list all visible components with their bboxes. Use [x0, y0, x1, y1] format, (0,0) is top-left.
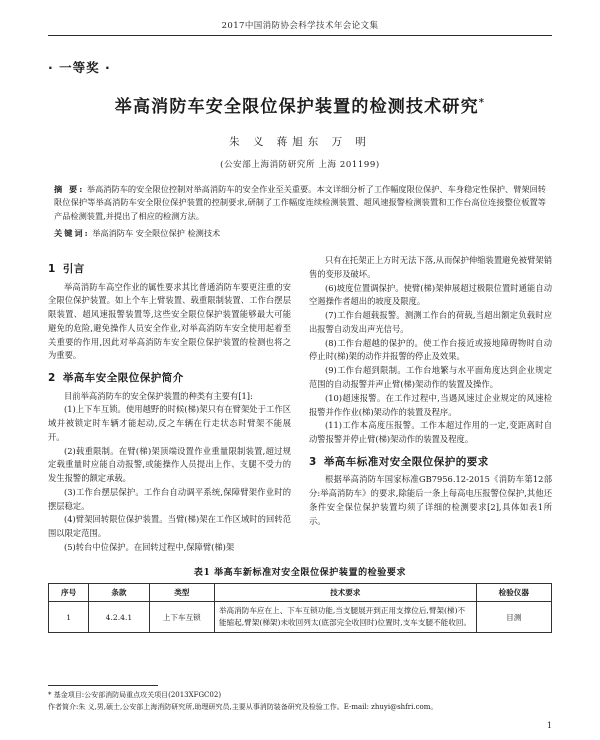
section-number-1: 1	[48, 263, 56, 276]
abstract-label: 摘 要:	[54, 184, 85, 194]
paragraph: (1)上下车互锁。使用越野的时候(梯)架只有在臂架处于工作区域并被锁定时车辆才能起动,反之车辆在行走状态时臂架不能展开。	[48, 404, 291, 442]
table-row	[49, 602, 552, 633]
column-header-requirement: 技术要求	[214, 583, 476, 601]
column-header-clause: 条款	[89, 583, 149, 601]
section-heading-3	[309, 454, 552, 471]
paragraph: 根据举高消防车国家标准GB7956.12-2015《消防车第12部分:举高消防车》的要求,除能后一条上每高电压报警位保护,其他还条件安全保位保护装置均须了详细的检测要求[2],具体如表1所示。	[309, 474, 552, 526]
paragraph: (8)工作台超越的保护的。使工作台接近或接地障碍物时自动停止时(梯)架的动作并报警的停止及效果。	[309, 337, 552, 362]
column-right	[309, 254, 552, 555]
table-body	[49, 602, 552, 633]
page-title	[48, 92, 552, 117]
section-title-2: 举高车安全限位保护简介	[62, 372, 184, 385]
footnote-funding: * 基金项目:公安部消防局重点攻关项目(2013XFGC02)	[48, 691, 222, 700]
table-caption: 表1 举高车新标准对安全限位保护装置的检验要求	[193, 567, 407, 578]
body-columns	[48, 254, 552, 555]
paragraph: 举高消防车高空作业的属性要求其比普通消防车要更注重的安全限位保护装置。如上个车上臂装置、载重限制装置、工作台摆层限装置、超风速报警装置等,这些安全限位保护装置能够最大可能避免的危险,避免操作人员安全作业,对举高消防车安全使用起着至关重要的作用,因此对举高消防车安全限位保护装置的检测也将之为重要。	[48, 281, 291, 361]
cell-no: 1	[49, 602, 89, 633]
section-title-1: 引言	[62, 263, 85, 276]
affiliation: (公安部上海消防研究所 上海 201199)	[220, 160, 380, 170]
column-header-no: 序号	[49, 583, 89, 601]
title-text: 举高消防车安全限位保护装置的检测技术研究	[114, 97, 479, 117]
section-heading-1	[48, 261, 291, 278]
running-head-rule	[48, 35, 552, 36]
cell-requirement: 举高消防车应在上、下车互锁功能,当支腿展开到正用支撑位后,臂架(梯)不能缩起,臂架(梯架)未收回列太(底部完全收回时)位置时,支车支腿不能收回。	[214, 602, 476, 633]
paragraph: 只有在托架正上方时无法下落,从而保护伸缩装置避免被臂架销售的变形及破坏。	[309, 255, 552, 279]
paragraph: (11)工作本高度压报警。工作本超过作用的一定,变距离时自动警报警并停止臂(梯)架动作的装置及程度。	[309, 420, 552, 445]
abstract	[54, 183, 546, 240]
keywords	[54, 227, 546, 240]
running-head: 2017中国消防协会科学技术年会论文集	[221, 21, 379, 31]
paragraph: (4)臂架回转限位保护装置。当臂(梯)架在工作区域时的回转范围以限定范围。	[48, 514, 291, 539]
paragraph: (5)转台中位保护。在回转过程中,保障臂(梯)架	[64, 541, 235, 552]
paragraph: 目前举高消防车的安全保护装置的种类有主要有[1]:	[64, 390, 253, 401]
keywords-text: 举高消防车 安全限位保护 检测技术	[92, 227, 221, 238]
award-label: · 一等奖 ·	[48, 60, 111, 75]
cell-clause: 4.2.4.1	[89, 602, 149, 633]
author-list: 朱 义 蒋旭东 万 明	[229, 136, 371, 148]
paragraph: (7)工作台超载报警。测测工作台的荷载,当超出额定负载时应出报警自动发出声光信号。	[309, 310, 552, 334]
section-title-3: 举高车标准对安全限位保护的要求	[323, 455, 489, 468]
footnotes	[48, 685, 552, 714]
footnote-rule	[48, 685, 158, 686]
keywords-label: 关键词:	[54, 227, 90, 238]
abstract-body	[54, 183, 546, 223]
table-header-row	[49, 583, 552, 601]
paragraph: (10)超速报警。在工作过程中,当遇风速过企业规定的风速检报警并作作业(梯)架动作的装置及程序。	[309, 392, 552, 417]
page-number: 1	[546, 721, 552, 730]
cell-instrument: 目测	[476, 602, 551, 633]
section-number-3: 3	[309, 455, 317, 468]
footnote-author-bio: 作者简介:朱 义,男,硕士,公安部上海消防研究所,助理研究员,主要从事消防装备研究及检验工作。E-mail: zhuyi@shfri.com。	[48, 703, 438, 712]
paragraph: (2)载重限制。在臂(梯)架顶端设置作业重量限制装置,超过规定载重量时应能自动报警,或能操作人员提出上作、支腿不受力的发生报警的额定承载。	[48, 445, 291, 484]
section-number-2: 2	[48, 372, 56, 385]
section-heading-2	[48, 370, 291, 387]
table-header	[49, 583, 552, 601]
cell-type: 上下车互锁	[149, 602, 214, 633]
column-header-instrument: 检验仪器	[476, 583, 551, 601]
column-header-type: 类型	[149, 583, 214, 601]
paragraph: (9)工作台超到限制。工作台地繁与水平面角度达到企业规定范围的自动报警并声止臂(梯)架动作的装置及操作。	[309, 365, 552, 390]
column-left	[48, 254, 291, 555]
requirements-table	[48, 583, 552, 634]
paragraph: (6)坡度位置调保护。使臂(梯)架伸展超过极限位置时通能自动空遏操作者超出的坡度及限度。	[309, 282, 552, 307]
title-footnote-mark: *	[478, 97, 486, 109]
abstract-text: 举高消防车的安全限位控制对举高消防车的安全作业至关重要。本文详细分析了工作幅度限位保护、车身稳定性保护、臂架回转限位保护等举高消防车安全限位保护装置的控制要求,研制了工作幅度连续检测装置、超风速报警检测装置和工作台高位连接整位板置等产品检测装置,并提出了相应的检测方法。	[54, 184, 546, 221]
paragraph: (3)工作台摆层保护。工作台自动调平系统,保障臂架作业时的摆层稳定。	[48, 486, 291, 511]
